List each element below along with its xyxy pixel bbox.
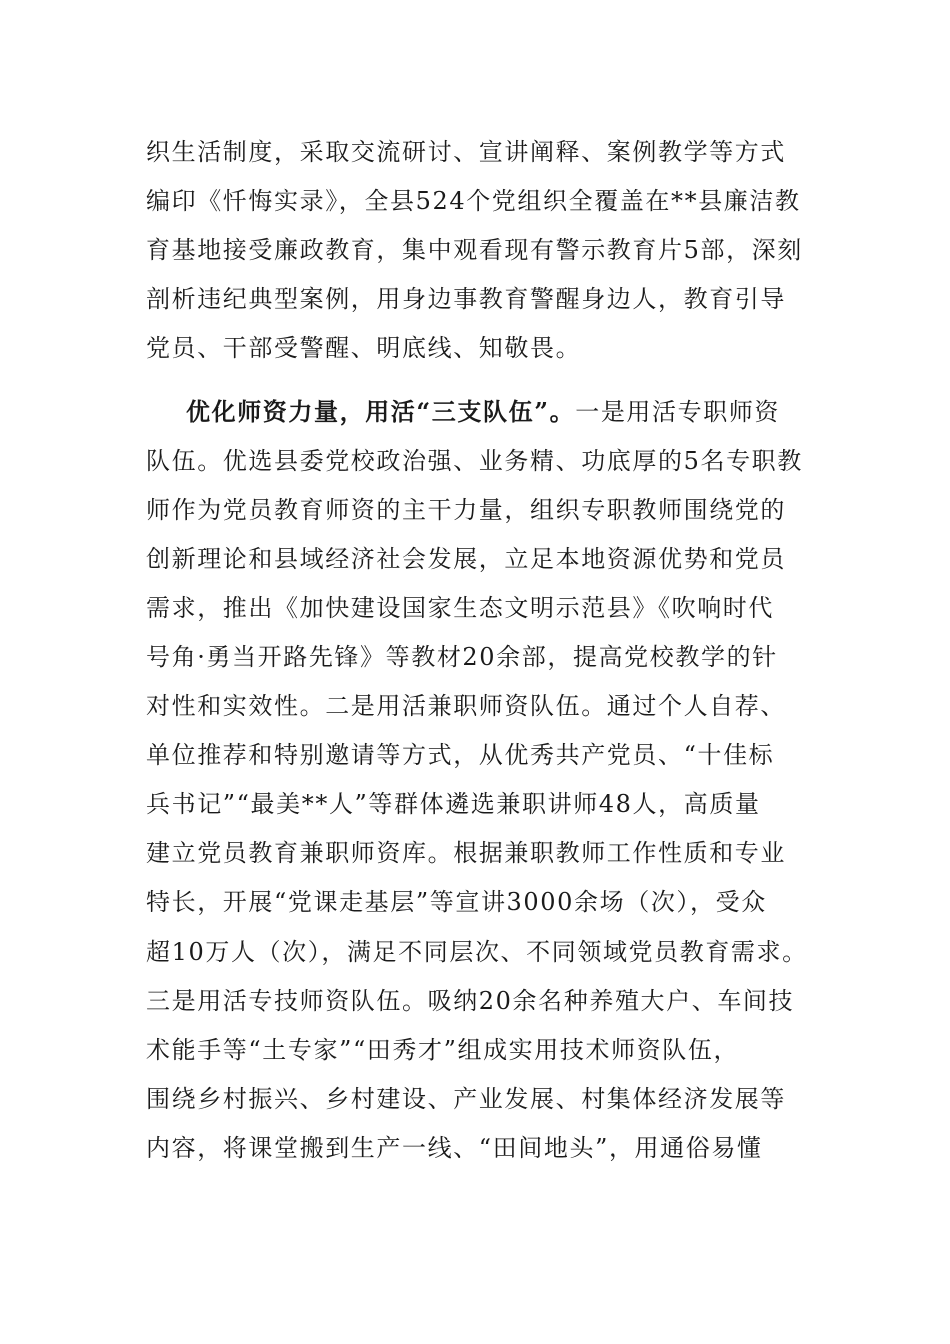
text-line: 对性和实效性。二是用活兼职师资队伍。通过个人自荐、 — [146, 692, 786, 721]
paragraph-heading: 优化师资力量，用活“三支队伍”。 — [186, 397, 576, 427]
text-line: 超10万人（次），满足不同层次、不同领域党员教育需求。 — [146, 937, 808, 966]
text-line: 剖析违纪典型案例，用身边事教育警醒身边人，教育引导 — [146, 285, 786, 314]
text-line: 特长，开展“党课走基层”等宣讲3000余场（次），受众 — [146, 888, 767, 917]
text-line: 围绕乡村振兴、乡村建设、产业发展、村集体经济发展等 — [146, 1084, 786, 1113]
text-line: 师作为党员教育师资的主干力量，组织专职教师围绕党的 — [146, 495, 786, 524]
text-line: 兵书记”“最美**人”等群体遴选兼职讲师48人，高质量 — [146, 790, 761, 819]
text-line: 创新理论和县域经济社会发展，立足本地资源优势和党员 — [146, 544, 786, 573]
text-line: 单位推荐和特别邀请等方式，从优秀共产党员、“十佳标 — [146, 741, 775, 770]
text-line: 内容，将课堂搬到生产一线、“田间地头”，用通俗易懂 — [146, 1133, 763, 1162]
paragraph-first-line — [146, 387, 826, 436]
text-line: 编印《忏悔实录》，全县524个党组织全覆盖在**县廉洁教 — [146, 187, 801, 216]
text-line: 队伍。优选县委党校政治强、业务精、功底厚的5名专职教 — [146, 446, 803, 475]
text-line: 号角·勇当开路先锋》等教材20余部，提高党校教学的针 — [146, 642, 778, 671]
text-line: 三是用活专技师资队伍。吸纳20余名种养殖大户、车间技 — [146, 986, 795, 1015]
text-line: 建立党员教育兼职师资库。根据兼职教师工作性质和专业 — [146, 839, 786, 868]
text-line: 育基地接受廉政教育，集中观看现有警示教育片5部，深刻 — [146, 236, 803, 265]
document-body — [146, 128, 826, 1173]
text-segment: 一是用活专职师资 — [575, 398, 781, 427]
text-line: 术能手等“土专家”“田秀才”组成实用技术师资队伍， — [146, 1035, 740, 1064]
text-line: 需求，推出《加快建设国家生态文明示范县》《吹响时代 — [146, 593, 774, 622]
text-line: 织生活制度，采取交流研讨、宣讲阐释、案例教学等方式 — [146, 138, 786, 166]
text-line: 党员、干部受警醒、明底线、知敬畏。 — [146, 334, 582, 363]
